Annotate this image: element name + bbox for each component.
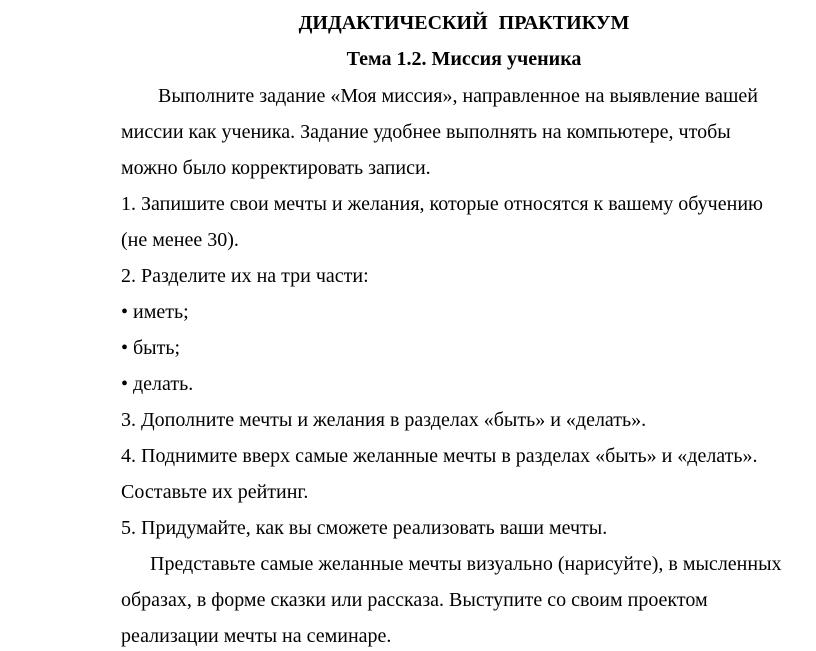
paragraph-line: Выполните задание «Моя миссия», направленное на выявление вашей	[158, 85, 758, 107]
list-item-4: 4. Поднимите вверх самые желанные мечты в разделах «быть» и «делать».	[121, 445, 758, 467]
paragraph-line: образах, в форме сказки или рассказа. Выступите со своим проектом	[121, 589, 708, 611]
paragraph-line: можно было корректировать записи.	[121, 157, 431, 179]
list-item-2: 2. Разделите их на три части:	[121, 265, 369, 287]
document-title: ДИДАКТИЧЕСКИЙ ПРАКТИКУМ	[298, 12, 630, 34]
bullet-item-be: • быть;	[121, 337, 181, 359]
bullet-item-do: • делать.	[121, 373, 194, 395]
paragraph-line: миссии как ученика. Задание удобнее выполнять на компьютере, чтобы	[121, 121, 731, 143]
list-item-1: 1. Запишите свои мечты и желания, которые относятся к вашему обучению	[121, 193, 763, 215]
list-item-4-continued: Составьте их рейтинг.	[121, 481, 309, 503]
list-item-5: 5. Придумайте, как вы сможете реализовать ваши мечты.	[121, 517, 608, 539]
list-item-1-continued: (не менее 30).	[121, 229, 239, 251]
bullet-item-have: • иметь;	[121, 301, 189, 323]
paragraph-line: реализации мечты на семинаре.	[121, 625, 392, 647]
document-subtitle: Тема 1.2. Миссия ученика	[346, 48, 582, 70]
paragraph-line: Представьте самые желанные мечты визуально (нарисуйте), в мысленных	[150, 553, 782, 575]
list-item-3: 3. Дополните мечты и желания в разделах «быть» и «делать».	[121, 409, 647, 431]
